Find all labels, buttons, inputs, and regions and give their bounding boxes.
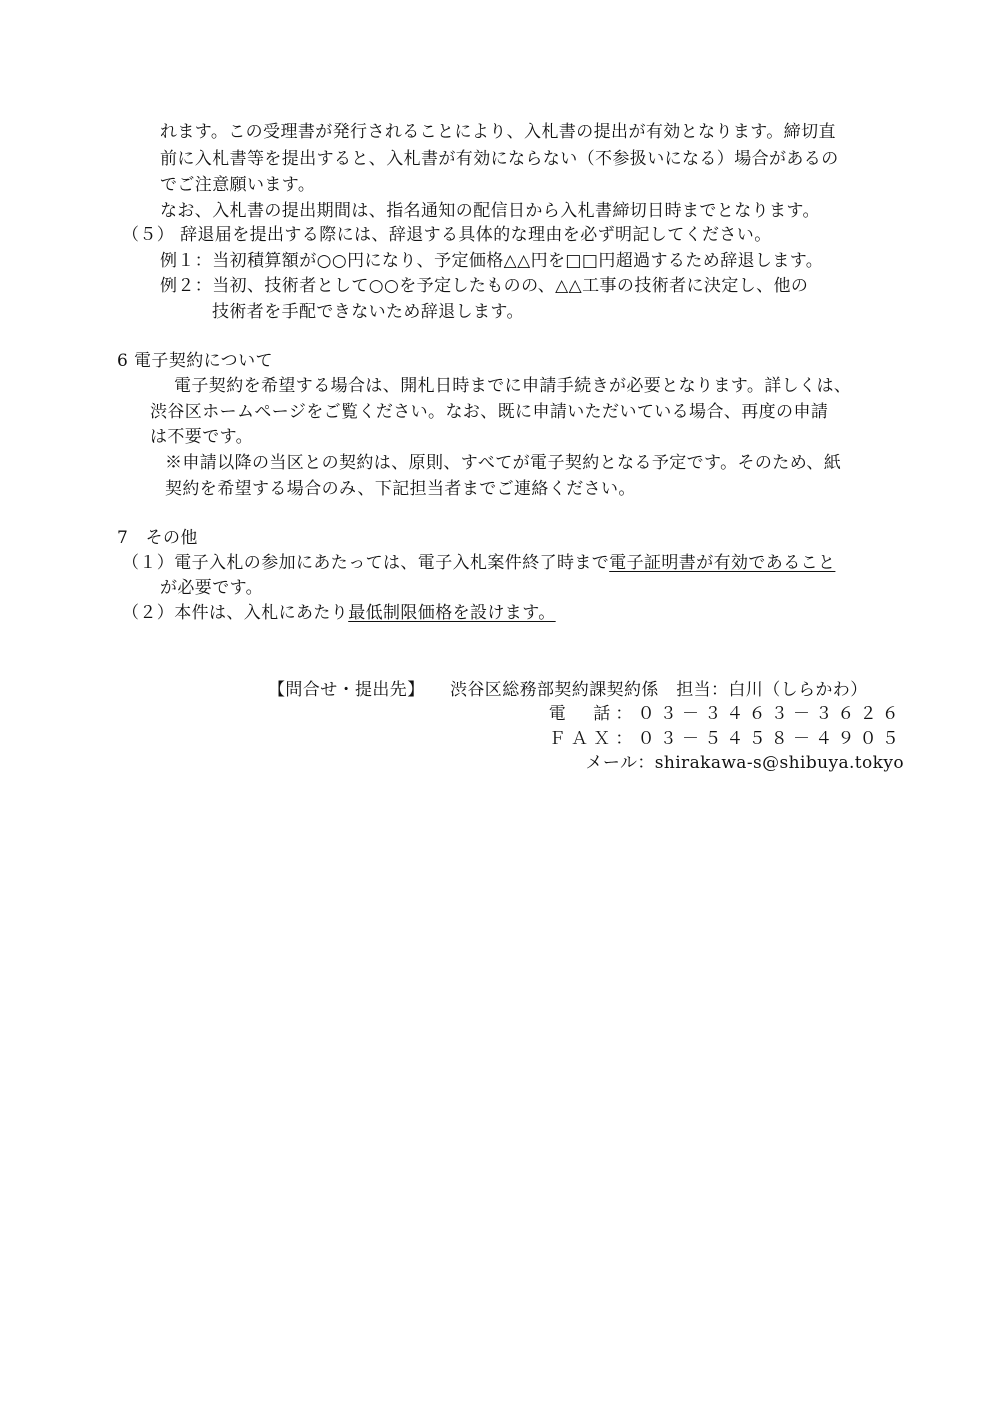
contact-fax: ＦＡＸ：０３－５４５８－４９０５ [548,729,904,749]
section-6-note: 契約を希望する場合のみ、下記担当者までご連絡ください。 [165,479,636,499]
contact-email: メール：shirakawa-s@shibuya.tokyo [585,753,904,773]
contact-department: 渋谷区総務部契約課契約係 担当：白川（しらかわ） [450,680,868,700]
section-6-paragraph: 電子契約を希望する場合は、開札日時までに申請手続きが必要となります。詳しくは、 [174,376,852,396]
section-6-heading: 6 電子契約について [117,351,273,371]
item-5-heading: （５） 辞退届を提出する際には、辞退する具体的な理由を必ず明記してください。 [122,225,772,245]
section-7-item-1-continued: が必要です。 [160,578,264,598]
paragraph-line: 前に入札書等を提出すると、入札書が有効にならない（不参扱いになる）場合があるの [160,149,839,169]
section-6-note: ※申請以降の当区との契約は、原則、すべてが電子契約となる予定です。そのため、紙 [165,453,842,473]
item-2-underlined: 最低制限価格を設けます。 [348,603,556,623]
section-7-item-2 [122,601,556,625]
item-1-text: （１）電子入札の参加にあたっては、電子入札案件終了時まで [122,553,610,573]
section-6-paragraph: 渋谷区ホームページをご覧ください。なお、既に申請いただいている場合、再度の申請 [150,402,829,422]
paragraph-line: なお、入札書の提出期間は、指名通知の配信日から入札書締切日時までとなります。 [160,201,820,221]
section-7-heading: 7 その他 [117,528,198,548]
example-1: 例１：当初積算額が○○円になり、予定価格△△円を□□円超過するため辞退します。 [160,251,824,271]
item-2-text: （２）本件は、入札にあたり [122,603,349,623]
paragraph-line: れます。この受理書が発行されることにより、入札書の提出が有効となります。締切直 [160,122,836,142]
paragraph-line: でご注意願います。 [160,175,316,195]
section-6-paragraph: は不要です。 [150,427,254,447]
contact-label: 【問合せ・提出先】 [268,680,425,700]
section-7-item-1 [122,551,835,575]
item-1-underlined: 電子証明書が有効であること [609,553,836,573]
example-2-continued: 技術者を手配できないため辞退します。 [212,302,524,322]
contact-phone: 電 話：０３－３４６３－３６２６ [548,704,904,724]
example-2: 例２：当初、技術者として○○を予定したものの、△△工事の技術者に決定し、他の [160,276,809,296]
